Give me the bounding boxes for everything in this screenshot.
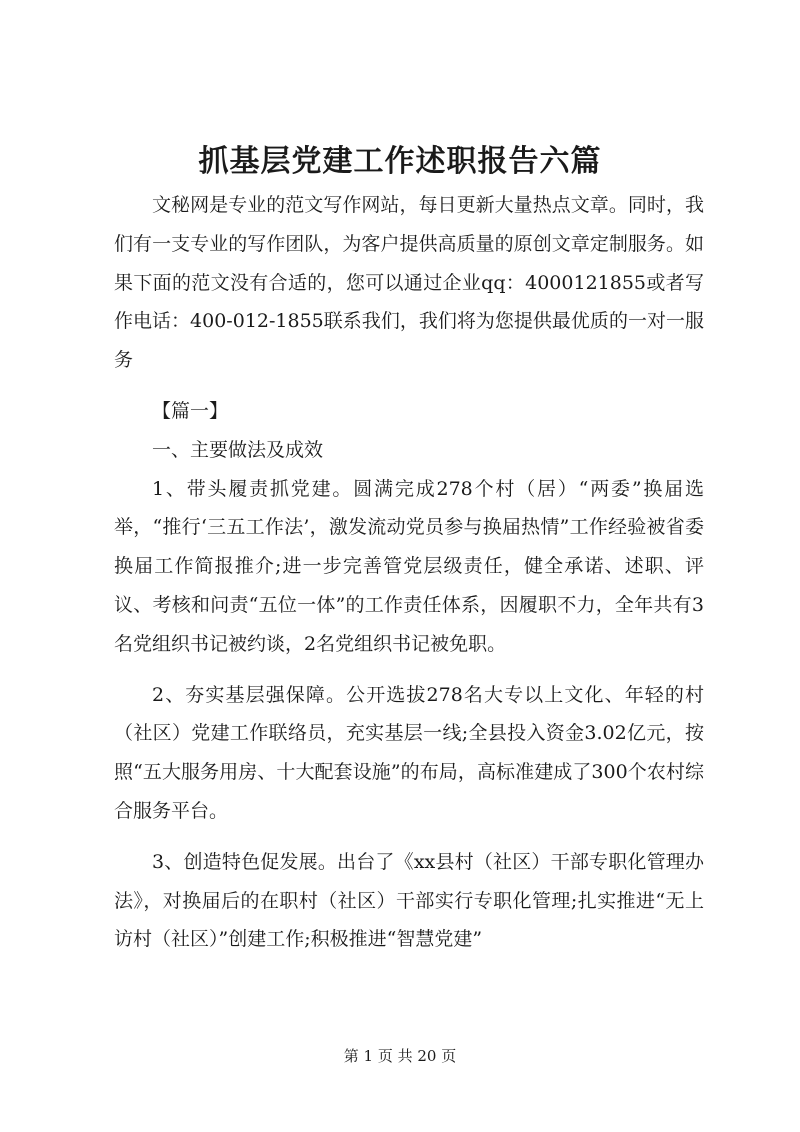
- body-paragraph-2: 2、夯实基层强保障。公开选拔278名大专以上文化、年轻的村（社区）党建工作联络员，充实基层一线;全县投入资金3.02亿元，按照“五大服务用房、十大配套设施”的布局，高标准建成了300个农村综合服务平台。: [114, 683, 704, 822]
- intro-paragraph: 文秘网是专业的范文写作网站，每日更新大量热点文章。同时，我们有一支专业的写作团队，为客户提供高质量的原创文章定制服务。如果下面的范文没有合适的，您可以通过企业qq：4000121855或者写作电话：400-012-1855联系我们，我们将为您提供最优质的一对一服务: [114, 194, 704, 372]
- body-paragraph-1: 1、带头履责抓党建。圆满完成278个村（居）“两委”换届选举，“推行‘三五工作法’，激发流动党员参与换届热情”工作经验被省委换届工作简报推介;进一步完善管党层级责任，健全承诺、述职、评议、考核和问责“五位一体”的工作责任体系，因履职不力，全年共有3名党组织书记被约谈，2名党组织书记被免职。: [114, 477, 704, 655]
- document-body: [114, 186, 704, 959]
- section-heading: 一、主要做法及成效: [152, 438, 324, 461]
- page-footer: 第 1 页 共 20 页: [343, 1047, 457, 1065]
- document-title: 抓基层党建工作述职报告六篇: [198, 144, 602, 179]
- section-marker: 【篇一】: [152, 399, 229, 422]
- body-paragraph-3: 3、创造特色促发展。出台了《xx县村（社区）干部专职化管理办法》，对换届后的在职村（社区）干部实行专职化管理;扎实推进“无上访村（社区）”创建工作;积极推进“智慧党建”: [114, 850, 704, 951]
